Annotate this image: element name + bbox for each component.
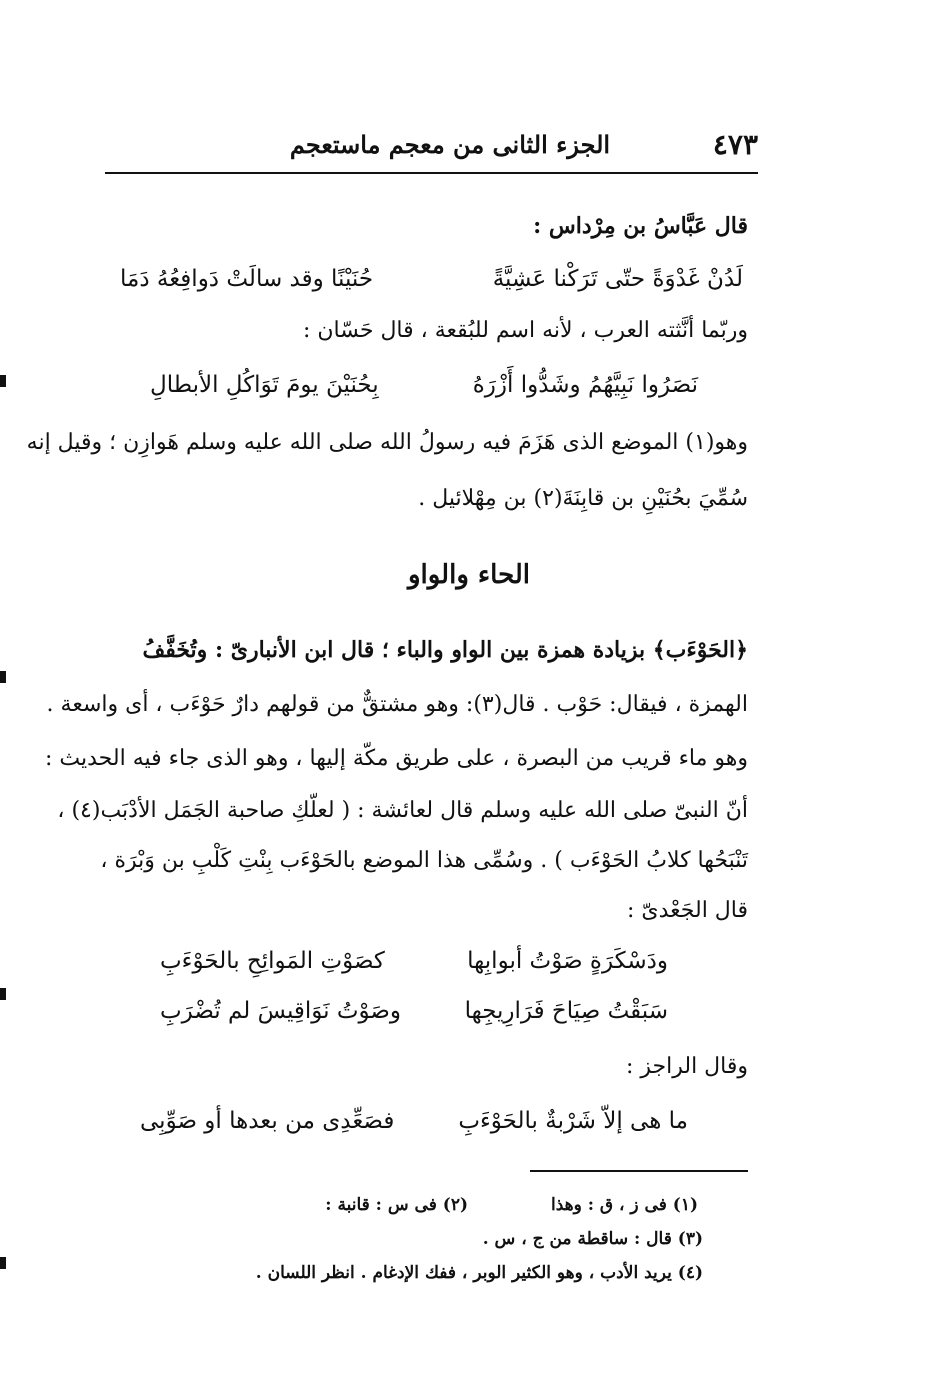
verse-hemistich-left: وصَوْتُ نَوَاقِيسَ لم تُضْرَبِ xyxy=(160,998,402,1024)
verse-hemistich-left: حُنَيْنًا وقد سالَتْ دَوافِعُهُ دَمَا xyxy=(120,266,374,292)
entry-line: الهمزة ، فيقال: حَوْب . قال(٣): وهو مشتقٌّ من قولهم دارٌ حَوْءَب ، أى واسعة . xyxy=(46,692,748,717)
scan-mark xyxy=(0,375,6,387)
section-title: الحاء والواو xyxy=(407,560,531,590)
scan-mark xyxy=(0,671,6,683)
text-line: سُمِّيَ بحُنَيْنِ بن قابِنَةَ(٢) بن مِهْلائيل . xyxy=(418,486,748,511)
page-number: ٤٧٣ xyxy=(712,128,758,161)
footnote-rule xyxy=(530,1170,748,1172)
verse-hemistich-left: فصَعِّدِى من بعدها أو صَوِّبِى xyxy=(140,1108,395,1134)
footnote: (٣) قال : ساقطة من ج ، س . xyxy=(482,1229,703,1249)
running-title: الجزء الثانى من معجم ماستعجم xyxy=(289,130,611,159)
entry-line: وقال الراجز : xyxy=(625,1054,748,1079)
verse-hemistich-right: ما هى إلاّ شَرْبةٌ بالحَوْءَبِ xyxy=(458,1108,688,1134)
verse-hemistich-right: ودَسْكَرَةٍ صَوْتُ أبوابِها xyxy=(467,948,668,974)
verse-hemistich-left: كصَوْتِ المَوائِحِ بالحَوْءَبِ xyxy=(160,948,385,974)
text-line: وهو(١) الموضع الذى هَزَمَ فيه رسولُ الله صلى الله عليه وسلم هَوازِن ؛ وقيل إنه xyxy=(26,430,748,455)
text-line: قال عَبَّاسُ بن مِرْداس : xyxy=(533,213,748,239)
verse-hemistich-left: بِحُنَيْنَ يومَ تَوَاكُلِ الأبطالِ xyxy=(150,372,379,398)
footnote: (٢) فى س : قانبة : xyxy=(325,1195,468,1215)
text-line: وربّما أنَّثته العرب ، لأنه اسم للبُقعة ، قال حَسّان : xyxy=(302,318,748,343)
scan-mark xyxy=(0,988,6,1000)
entry-line: وهو ماء قريب من البصرة ، على طريق مكّة إليها ، وهو الذى جاء فيه الحديث : xyxy=(45,746,748,771)
page-header xyxy=(105,128,758,172)
scan-mark xyxy=(0,1257,6,1269)
footnote: (١) فى ز ، ق : وهذا xyxy=(550,1195,698,1215)
header-rule xyxy=(105,172,758,174)
verse-hemistich-right: نَصَرُوا نَبِيَّهُمُ وشَدُّوا أَزْرَهُ xyxy=(472,372,698,398)
entry-line: ﴿الحَوْءَب﴾ بزيادة همزة بين الواو والباء ؛ قال ابن الأنبارىّ : وتُخَفَّفُ xyxy=(142,637,748,663)
verse-hemistich-right: لَدُنْ غَدْوَةً حتّى تَرَكْنا عَشِيَّةً xyxy=(492,266,743,292)
footnote: (٤) يريد الأدب ، وهو الكثير الوبر ، ففك الإدغام . انظر اللسان . xyxy=(255,1263,703,1283)
entry-line: أنّ النبىّ صلى الله عليه وسلم قال لعائشة : ( لعلّكِ صاحبة الجَمَل الأدْبَب(٤) ، xyxy=(57,798,748,823)
entry-line: قال الجَعْدىّ : xyxy=(627,898,748,923)
verse-hemistich-right: سَبَقْتُ صِيَاحَ فَرَارِيجِها xyxy=(464,998,668,1024)
entry-line: تَنْبَحُها كلابُ الحَوْءَب ) . وسُمِّى هذا الموضع بالحَوْءَب بِنْتِ كَلْبِ بن وَبْرَة ، xyxy=(100,848,748,873)
